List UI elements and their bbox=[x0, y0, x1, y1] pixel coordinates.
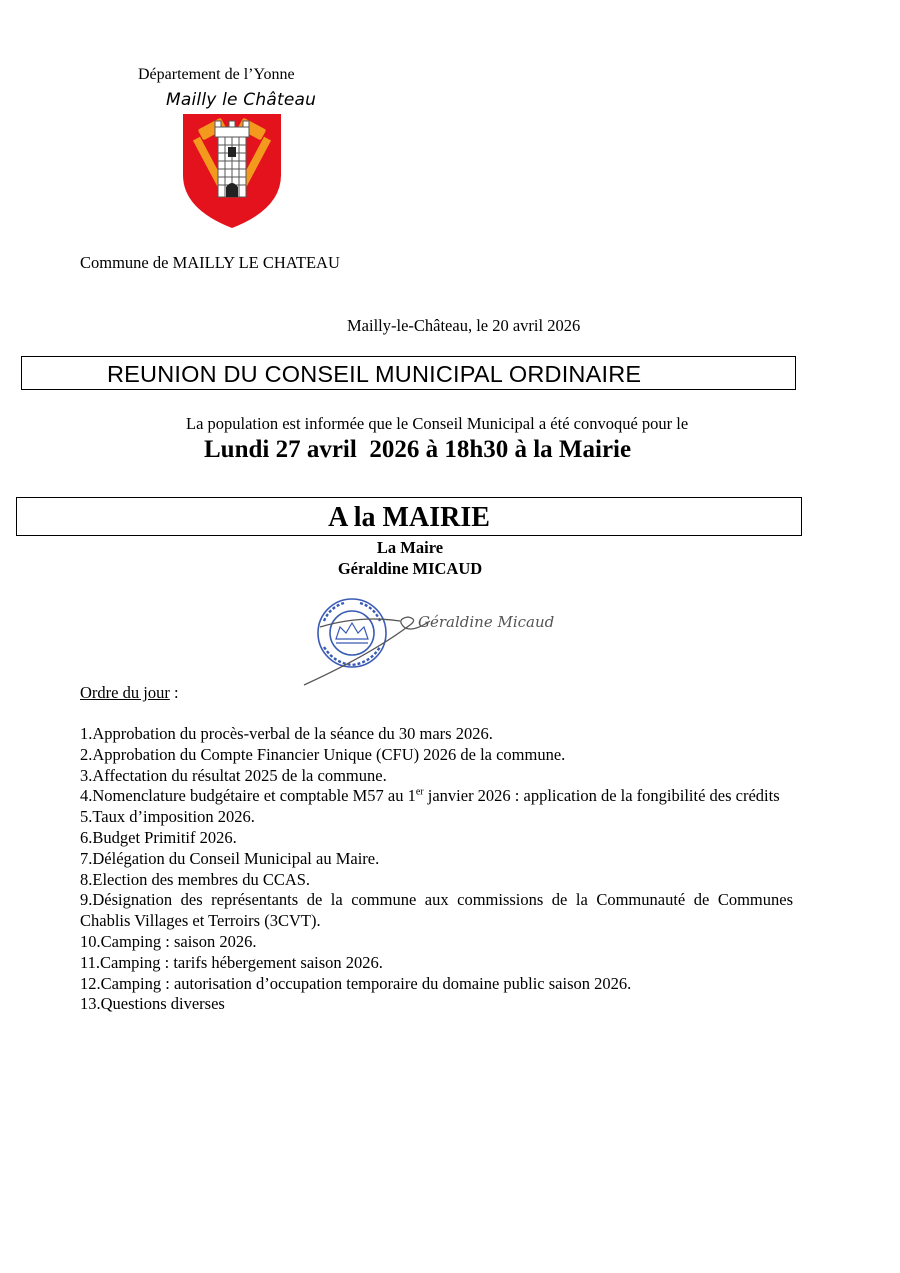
location-box: A la MAIRIE bbox=[16, 497, 802, 536]
agenda-item: 9.Désignation des représentants de la commune aux commissions de la Communauté de Communes Chablis Villages et Terroirs (3CVT). bbox=[80, 890, 793, 931]
signatory-title: La Maire bbox=[376, 538, 444, 557]
ordinal-suffix: er bbox=[415, 786, 424, 798]
agenda-label: Ordre du jour bbox=[80, 683, 170, 702]
agenda-item: 1.Approbation du procès-verbal de la séance du 30 mars 2026. bbox=[80, 724, 493, 743]
agenda-list bbox=[80, 724, 793, 1015]
agenda-item: 3.Affectation du résultat 2025 de la commune. bbox=[80, 765, 387, 785]
signature-handwriting: Géraldine Micaud bbox=[418, 613, 555, 631]
department-name: Département de l’Yonne bbox=[138, 66, 295, 83]
commune-name: Commune de MAILLY LE CHATEAU bbox=[80, 253, 340, 272]
agenda-heading bbox=[80, 683, 179, 703]
agenda-item-text: janvier 2026 : application de la fongibilité des crédits bbox=[423, 786, 780, 806]
agenda-item-text: 4.Nomenclature budgétaire et comptable M57 au 1 bbox=[80, 786, 416, 806]
agenda-item: 13.Questions diverses bbox=[80, 994, 225, 1014]
agenda-item: 10.Camping : saison 2026. bbox=[80, 931, 257, 951]
stamp-and-signature bbox=[300, 595, 590, 690]
agenda-item: 2.Approbation du Compte Financier Unique (CFU) 2026 de la commune. bbox=[80, 744, 566, 764]
coat-of-arms-logo bbox=[181, 113, 283, 229]
meeting-title-box: REUNION DU CONSEIL MUNICIPAL ORDINAIRE bbox=[21, 356, 796, 390]
intro-text: La population est informée que le Conseil Municipal a été convoqué pour le bbox=[186, 414, 689, 433]
mairie-stamp bbox=[318, 599, 386, 667]
date-line: Mailly-le-Château, le 20 avril 2026 bbox=[347, 316, 581, 335]
agenda-item bbox=[80, 786, 793, 807]
agenda-item: 5.Taux d’imposition 2026. bbox=[80, 807, 255, 827]
agenda-label-suffix: : bbox=[169, 683, 179, 702]
agenda-item: 8.Election des membres du CCAS. bbox=[80, 869, 311, 889]
agenda-item: 11.Camping : tarifs hébergement saison 2026. bbox=[80, 952, 383, 972]
town-script-name: Mailly le Château bbox=[166, 90, 317, 110]
agenda-item: 12.Camping : autorisation d’occupation temporaire du domaine public saison 2026. bbox=[80, 973, 632, 993]
agenda-item: 6.Budget Primitif 2026. bbox=[80, 827, 237, 847]
agenda-item: 7.Délégation du Conseil Municipal au Maire. bbox=[80, 848, 380, 868]
crest-tower bbox=[215, 121, 249, 197]
signatory-name: Géraldine MICAUD bbox=[337, 559, 483, 578]
meeting-date-line: Lundi 27 avril 2026 à 18h30 à la Mairie bbox=[204, 436, 632, 463]
